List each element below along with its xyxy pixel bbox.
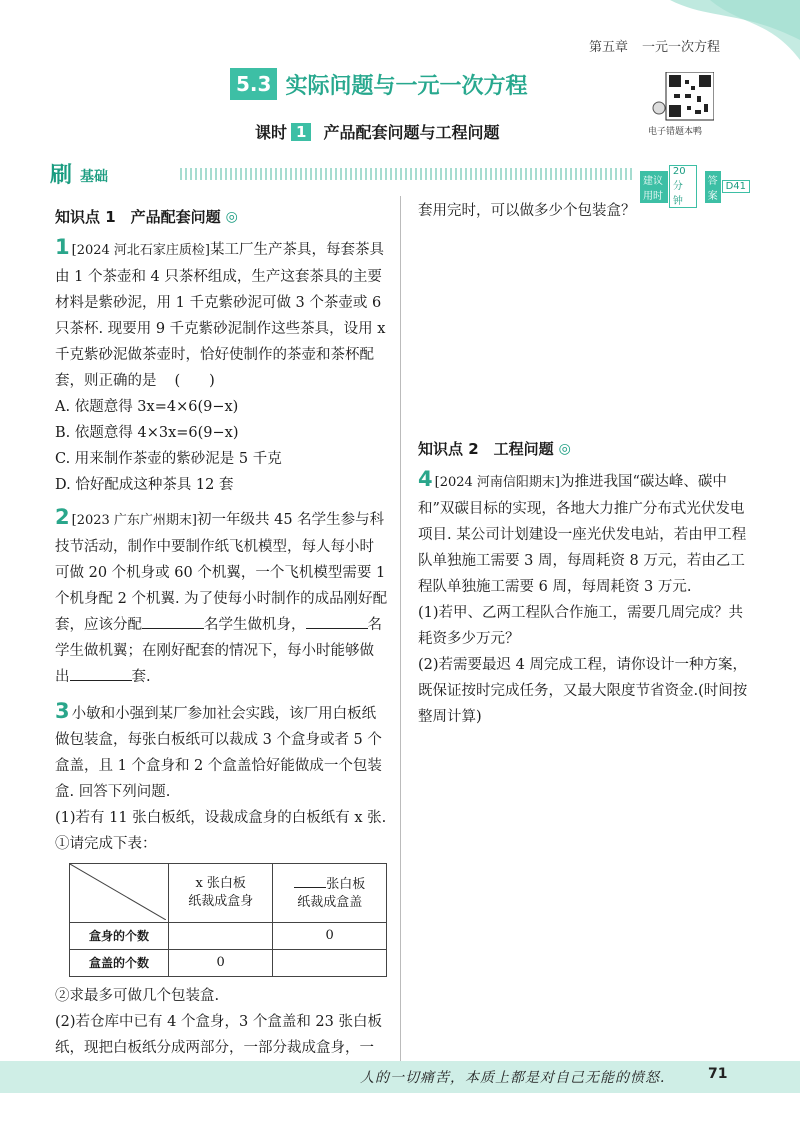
col1-header-a: x 张白板 <box>195 876 246 891</box>
banner-brand: 刷 <box>50 163 73 188</box>
row1-cell1[interactable] <box>169 923 273 950</box>
q3-part-2: (2)若仓库中已有 4 个盒身，3 个盒盖和 23 张白板纸，现把白板纸分成两部分，一部分裁成盒身，一 <box>55 1014 382 1056</box>
q4-stem <box>418 466 748 600</box>
q3-number: 3 <box>55 699 70 723</box>
q3-part-1a: ①请完成下表： <box>55 836 157 852</box>
q1-number: 1 <box>55 235 70 259</box>
row2-label: 盒盖的个数 <box>70 950 169 977</box>
q3-stem <box>55 698 388 805</box>
lesson-prefix: 课时 <box>255 123 288 142</box>
col2-header-b: 纸裁成盒盖 <box>297 894 363 910</box>
q1-answer-paren: ( ) <box>174 373 215 389</box>
target-icon: ◎ <box>225 209 238 225</box>
banner-brand-sub: 基础 <box>80 169 108 185</box>
footer-motto: 人的一切痛苦，本质上都是对自己无能的愤怒. <box>360 1070 666 1086</box>
target-icon: ◎ <box>558 441 571 457</box>
q2-text-d: 套. <box>131 669 151 685</box>
banner-stripes <box>180 168 635 180</box>
chapter-label: 第五章 <box>588 40 628 55</box>
time-label: 建议用时 <box>640 171 668 203</box>
q2-number: 2 <box>55 505 70 529</box>
chapter-header <box>589 36 720 55</box>
section-name: 实际问题与一元一次方程 <box>285 73 528 99</box>
diagonal-line <box>70 864 166 920</box>
qr-code-icon[interactable] <box>652 72 714 124</box>
col1-header-b: 纸裁成盒身 <box>188 894 254 909</box>
knowledge-point-1 <box>55 204 388 230</box>
q1-option-c: C. 用来制作茶壶的紫砂泥是 5 千克 <box>55 451 282 467</box>
answer-space-1 <box>418 224 748 432</box>
row2-cell1: 0 <box>169 950 273 977</box>
row2-cell2[interactable] <box>273 950 387 977</box>
q2-text-c: 名学生做机翼；在刚好配套的情况下，每小时能够做出 <box>55 617 382 685</box>
q3-part-1b: ②求最多可做几个包装盒. <box>55 988 220 1004</box>
row1-cell2: 0 <box>273 923 387 950</box>
q3-table <box>69 863 387 977</box>
q3-part-1: (1)若有 11 张白板纸，设裁成盒身的白板纸有 x 张. <box>55 810 387 826</box>
q4-number: 4 <box>418 467 433 491</box>
table-col2-header <box>273 864 387 923</box>
knowledge-point-2 <box>418 436 748 462</box>
question-2 <box>55 504 388 690</box>
q2-blank-1[interactable] <box>142 612 204 629</box>
lesson-title <box>255 120 499 143</box>
q2-blank-2[interactable] <box>306 612 368 629</box>
chapter-title: 一元一次方程 <box>641 40 720 55</box>
practice-banner <box>50 160 750 207</box>
page-number: 71 <box>708 1066 728 1082</box>
left-column <box>55 200 388 1087</box>
q3-text: 小敏和小强到某厂参加社会实践，该厂用白板纸做包装盒，每张白板纸可以裁成 3 个盒身或者 5 个盒盖，且 1 个盒身和 2 个盒盖恰好能做成一个包装盒. 回答下列问题. <box>55 706 382 800</box>
q4-part-2: (2)若需要最迟 4 周完成工程，请你设计一种方案，既保证按时完成任务，又最大限度节省资金.(时间按整周计算) <box>418 657 748 725</box>
question-3 <box>55 698 388 1087</box>
row1-label: 盒身的个数 <box>70 923 169 950</box>
q4-text: 为推进我国“碳达峰、碳中和”双碳目标的实现，各地大力推广分布式光伏发电项目. 某公司计划建设一座光伏发电站，若由甲工程队单独施工需要 3 周，每周耗资 8 万元，若由乙工程队单独施工需要 6 周，每周耗资 3 万元. <box>418 474 747 595</box>
q4-source: [2024 河南信阳期末] <box>434 475 560 490</box>
col2-header-blank[interactable] <box>294 875 326 888</box>
question-1 <box>55 234 388 498</box>
kp1-title: 知识点 1 产品配套问题 <box>55 208 221 226</box>
time-value: 20 分钟 <box>669 165 697 208</box>
question-4 <box>418 466 748 730</box>
qr-label: 电子错题本鸭 <box>648 127 703 137</box>
answer-value: D41 <box>722 180 750 193</box>
section-title <box>230 66 527 102</box>
q2-source: [2023 广东广州期末] <box>71 513 197 528</box>
section-number: 5.3 <box>230 68 277 100</box>
kp2-title: 知识点 2 工程问题 <box>418 440 554 458</box>
answer-label: 答案 <box>705 171 721 203</box>
q1-option-a: A. 依题意得 3x=4×6(9−x) <box>55 399 239 415</box>
q2-stem <box>55 504 388 690</box>
q1-stem <box>55 234 388 394</box>
q3-part-2-continued: 套用完时，可以做多少个包装盒？ <box>418 203 636 219</box>
q1-text: 某工厂生产茶具，每套茶具由 1 个茶壶和 4 只茶杯组成，生产这套茶具的主要材料是紫砂泥，用 1 千克紫砂泥可做 3 个茶壶或 6 只茶杯. 现要用 9 千克紫砂泥制作这些茶具，设用 x 千克紫砂泥做茶壶时，恰好使制作的茶壶和茶杯配套，则正确的是 <box>55 242 386 389</box>
right-column <box>418 198 748 730</box>
q2-text-b: 名学生做机身， <box>204 617 306 633</box>
col2-header-a: 张白板 <box>326 876 366 892</box>
lesson-number: 1 <box>291 123 311 141</box>
q1-option-b: B. 依题意得 4×3x=6(9−x) <box>55 425 239 441</box>
page-footer <box>0 1061 800 1125</box>
table-diagonal-cell <box>70 864 169 923</box>
q4-part-1: (1)若甲、乙两工程队合作施工，需要几周完成？共耗资多少万元？ <box>418 605 744 647</box>
q1-option-d: D. 恰好配成这种茶具 12 套 <box>55 477 234 493</box>
column-divider <box>400 196 401 1061</box>
q2-text-a: 初一年级共 45 名学生参与科技节活动，制作中要制作纸飞机模型，每人每小时可做 20 个机身或 60 个机翼，一个飞机模型需要 1 个机身配 2 个机翼. 为了使每小时制作的成品刚好配套，应该分配 <box>55 512 388 633</box>
lesson-name: 产品配套问题与工程问题 <box>323 123 500 142</box>
q2-blank-3[interactable] <box>70 664 132 681</box>
table-col1-header <box>169 864 273 923</box>
q1-source: [2024 河北石家庄质检] <box>71 243 210 258</box>
